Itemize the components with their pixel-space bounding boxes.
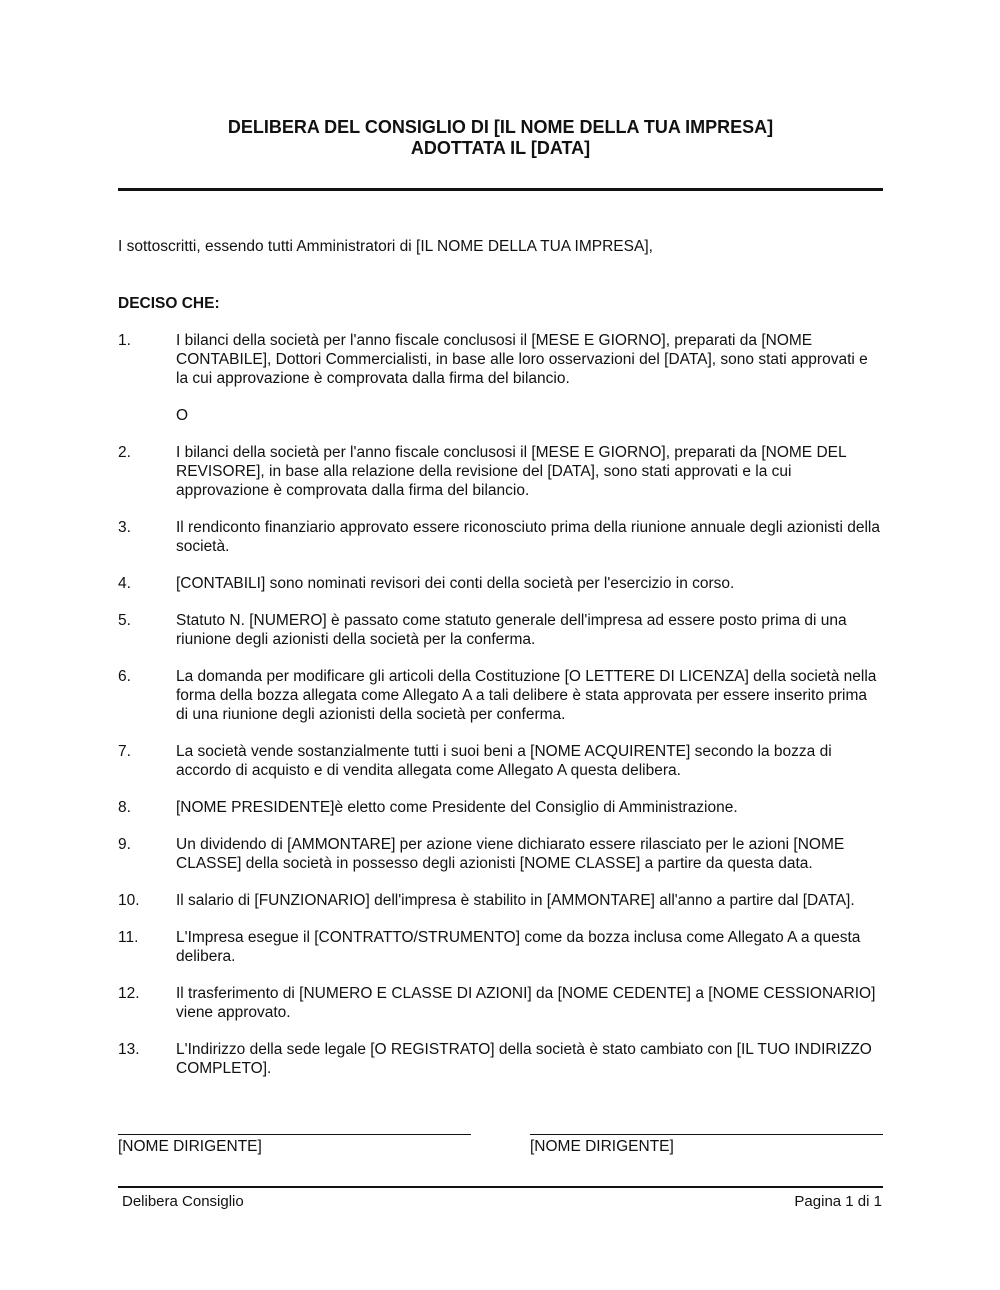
item-number: 11. (118, 929, 139, 946)
list-item (118, 798, 883, 817)
item-text: Un dividendo di [AMMONTARE] per azione viene dichiarato essere rilasciato per le azioni [NOME CLASSE] della società in possesso degli azionisti [NOME CLASSE] a partire da questa data. (176, 836, 845, 872)
document-title (118, 117, 883, 159)
item-text: L'Impresa esegue il [CONTRATTO/STRUMENTO] come da bozza inclusa come Allegato A a questa delibera. (176, 929, 861, 965)
list-item (118, 984, 883, 1022)
item-number: 3. (118, 519, 131, 536)
item-text: La domanda per modificare gli articoli della Costituzione [O LETTERE DI LICENZA] della società nella forma della bozza allegata come Allegato A a tali delibere è stata approvata per essere inserito prima di una riunione degli azionisti della società per conferma. (176, 668, 877, 723)
item-number: 4. (118, 575, 131, 592)
signature-label-left: [NOME DIRIGENTE] (118, 1138, 262, 1155)
list-item (118, 835, 883, 873)
resolution-list (118, 331, 883, 1096)
list-item (118, 928, 883, 966)
list-item (118, 667, 883, 724)
item-number: 5. (118, 612, 131, 629)
signature-line-right (530, 1134, 883, 1135)
list-item (118, 443, 883, 500)
item-text: Statuto N. [NUMERO] è passato come statuto generale dell'impresa ad essere posto prima di una riunione degli azionisti della società per la conferma. (176, 612, 847, 648)
signature-line-left (118, 1134, 471, 1135)
item-number: 9. (118, 836, 131, 853)
deciso-heading: DECISO CHE: (118, 295, 220, 312)
item-text: [NOME PRESIDENTE]è eletto come Presidente del Consiglio di Amministrazione. (176, 799, 738, 816)
item-number: 2. (118, 444, 131, 461)
item-number: 13. (118, 1041, 140, 1058)
list-item (118, 331, 883, 388)
item-number: 1. (118, 332, 131, 349)
footer-divider (118, 1186, 883, 1188)
list-item (118, 574, 883, 593)
item-text: I bilanci della società per l'anno fiscale conclusosi il [MESE E GIORNO], preparati da [NOME DEL REVISORE], in base alla relazione della revisione del [DATA], sono stati approvati e la cui approvazione è comprovata dalla firma del bilancio. (176, 444, 847, 499)
item-number: 12. (118, 985, 140, 1002)
item-number: 10. (118, 892, 140, 909)
list-item (118, 1040, 883, 1078)
page-number: Pagina 1 di 1 (794, 1193, 882, 1210)
list-item (118, 891, 883, 910)
item-text: L'Indirizzo della sede legale [O REGISTRATO] della società è stato cambiato con [IL TUO INDIRIZZO COMPLETO]. (176, 1041, 872, 1077)
item-number: 7. (118, 743, 131, 760)
item-number: 6. (118, 668, 131, 685)
footer-title: Delibera Consiglio (122, 1193, 244, 1210)
title-divider (118, 188, 883, 191)
item-text: Il trasferimento di [NUMERO E CLASSE DI AZIONI] da [NOME CEDENTE] a [NOME CESSIONARIO] viene approvato. (176, 985, 876, 1021)
list-item (118, 611, 883, 649)
intro-paragraph: I sottoscritti, essendo tutti Amministratori di [IL NOME DELLA TUA IMPRESA], (118, 238, 653, 255)
item-text: [CONTABILI] sono nominati revisori dei conti della società per l'esercizio in corso. (176, 575, 735, 592)
item-number: 8. (118, 799, 131, 816)
or-separator: O (176, 407, 189, 424)
title-line-1: DELIBERA DEL CONSIGLIO DI [IL NOME DELLA TUA IMPRESA] (227, 117, 774, 137)
item-text: La società vende sostanzialmente tutti i suoi beni a [NOME ACQUIRENTE] secondo la bozza di accordo di acquisto e di vendita allegata come Allegato A questa delibera. (176, 743, 832, 779)
title-line-2: ADOTTATA IL [DATA] (410, 138, 591, 158)
list-item (118, 742, 883, 780)
item-text: I bilanci della società per l'anno fiscale conclusosi il [MESE E GIORNO], preparati da [NOME CONTABILE], Dottori Commercialisti, in base alle loro osservazioni del [DATA], sono stati approvati e la cui approvazione è comprovata dalla firma del bilancio. (176, 332, 868, 387)
list-item (118, 518, 883, 556)
item-text: Il rendiconto finanziario approvato essere riconosciuto prima della riunione annuale degli azionisti della società. (176, 519, 880, 555)
item-text: Il salario di [FUNZIONARIO] dell'impresa è stabilito in [AMMONTARE] all'anno a partire dal [DATA]. (176, 892, 855, 909)
signature-label-right: [NOME DIRIGENTE] (530, 1138, 674, 1155)
